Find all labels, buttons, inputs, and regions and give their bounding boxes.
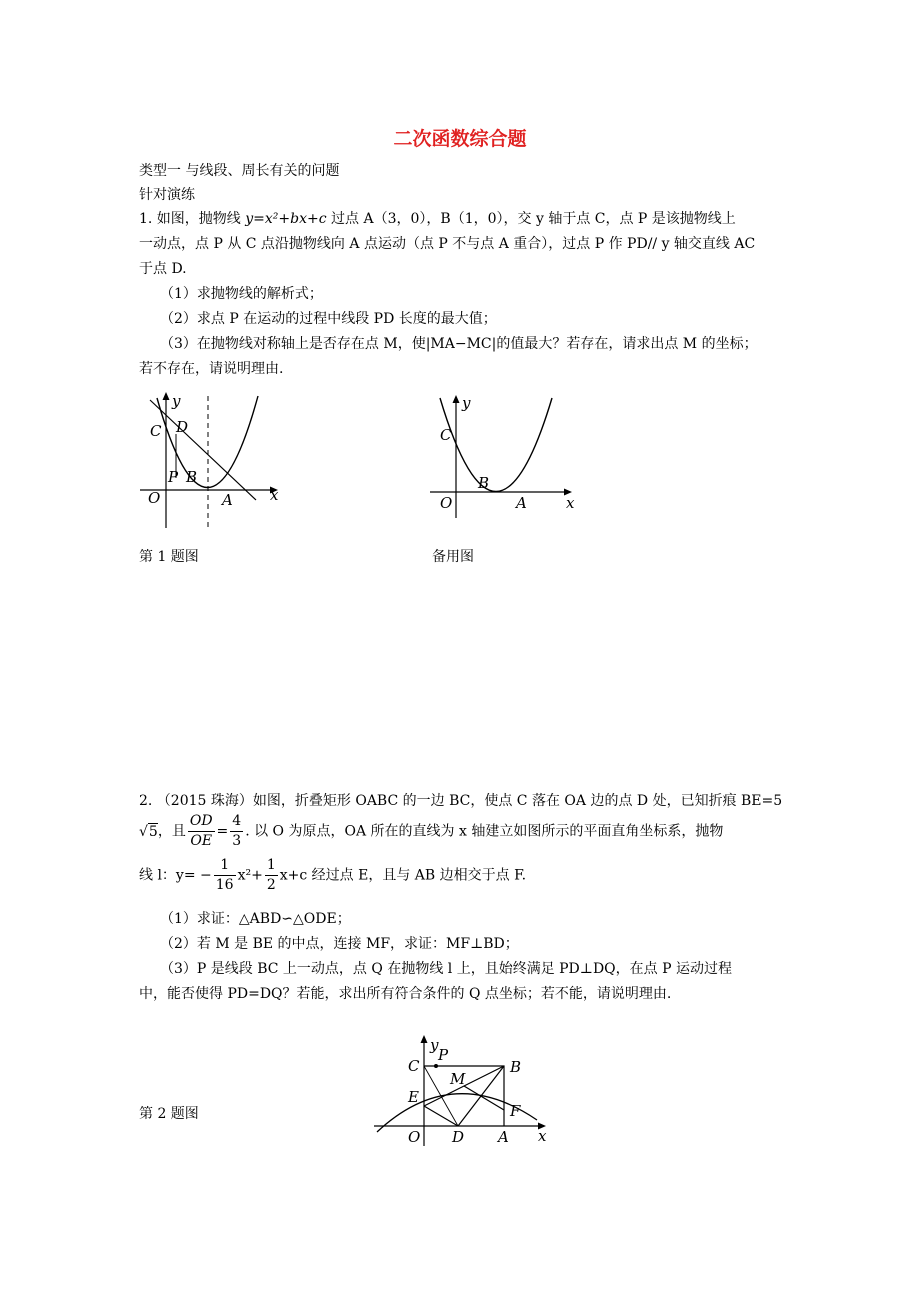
- q2-line3-b: x²+: [237, 867, 263, 884]
- q2-part1: （1）求证：△ABD∽△ODE；: [160, 911, 351, 927]
- q2-fig-label-o: O: [408, 1128, 421, 1146]
- q2-fig-label-m: M: [450, 1070, 466, 1088]
- q1-fig-label-d: D: [176, 418, 189, 436]
- q1-fig-label-b: B: [186, 468, 198, 486]
- q1-figure-caption: 第 1 题图: [139, 549, 199, 565]
- q2-fig-label-d: D: [452, 1128, 465, 1146]
- q1-fig-label-y: y: [172, 392, 181, 410]
- fraction-1-16: $\frac{1}{16}$: [215, 857, 234, 893]
- backup-fig-label-o: O: [440, 494, 453, 512]
- q1-line1: [139, 208, 736, 230]
- backup-fig-label-c: C: [440, 426, 452, 444]
- q2-fig-label-b: B: [510, 1058, 522, 1076]
- q2-line3-a: 线 l：y= −: [139, 867, 212, 884]
- q1-backup-caption: 备用图: [432, 549, 474, 565]
- q2-line1: 2. （2015 珠海）如图，折叠矩形 OABC 的一边 BC，使点 C 落在 OA 边的点 D 处，已知折痕 BE=5: [139, 793, 783, 809]
- page-title: 二次函数综合题: [393, 128, 527, 150]
- fraction-od-oe: $\frac{OD}{OE}$: [189, 813, 213, 849]
- q2-line2-rest: . 以 O 为原点，OA 所在的直线为 x 轴建立如图所示的平面直角坐标系，抛物: [245, 823, 724, 840]
- q1-fig-label-c: C: [150, 422, 162, 440]
- fraction-1-2: $\frac{1}{2}$: [266, 857, 276, 893]
- q2-fig-label-p: P: [438, 1046, 449, 1064]
- q2-line2: [139, 812, 723, 851]
- q1-fig-label-o: O: [148, 489, 161, 507]
- q1-figure: [138, 388, 288, 533]
- q2-line3: [139, 856, 526, 895]
- q1-line1-b: 过点 A（3，0），B（1，0），交 y 轴于点 C，点 P 是该抛物线上: [326, 211, 736, 227]
- sqrt-5: √5: [139, 823, 158, 840]
- q1-part2: （2）求点 P 在运动的过程中线段 PD 长度的最大值；: [160, 311, 497, 327]
- q2-figure-caption: 第 2 题图: [139, 1106, 199, 1122]
- q1-formula: y=x²+bx+c: [245, 211, 327, 227]
- q1-fig-label-p: P: [168, 468, 179, 486]
- backup-fig-label-a: A: [516, 494, 527, 512]
- q2-fig-label-e: E: [408, 1088, 419, 1106]
- q2-figure: [372, 1030, 552, 1148]
- q1-line1-a: 1. 如图，抛物线: [139, 211, 246, 227]
- q1-fig-label-x: x: [270, 486, 279, 504]
- q2-part2: （2）若 M 是 BE 的中点，连接 MF，求证：MF⊥BD；: [160, 936, 519, 952]
- q1-part3-b: 若不存在，请说明理由.: [139, 361, 284, 377]
- backup-fig-label-b: B: [478, 474, 490, 492]
- q1-part3-a: （3）在抛物线对称轴上是否存在点 M，使|MA−MC|的值最大？若存在，请求出点 M 的坐标；: [160, 336, 758, 352]
- q2-fig-label-y: y: [430, 1036, 439, 1054]
- backup-fig-label-x: x: [566, 494, 575, 512]
- q1-line3: 于点 D.: [139, 261, 187, 277]
- q2-fig-label-f: F: [510, 1102, 521, 1120]
- practice-heading: 针对演练: [139, 187, 195, 203]
- q2-fig-label-c: C: [408, 1057, 420, 1075]
- q1-part1: （1）求抛物线的解析式；: [160, 286, 323, 302]
- q2-fig-label-x: x: [538, 1127, 547, 1145]
- q2-line3-c: x+c 经过点 E，且与 AB 边相交于点 F.: [279, 867, 527, 884]
- fraction-4-3: $\frac{4}{3}$: [232, 813, 242, 849]
- q2-part3-b: 中，能否使得 PD=DQ？若能，求出所有符合条件的 Q 点坐标；若不能，请说明理由.: [139, 986, 672, 1002]
- q2-eq: =: [216, 823, 229, 840]
- q1-backup-figure: [428, 390, 578, 520]
- q2-fig-label-a: A: [498, 1128, 509, 1146]
- q1-fig-label-a: A: [222, 491, 233, 509]
- q1-line2: 一动点，点 P 从 C 点沿抛物线向 A 点运动（点 P 不与点 A 重合），过点 P 作 PD// y 轴交直线 AC: [139, 236, 756, 252]
- q2-part3-a: （3）P 是线段 BC 上一动点，点 Q 在抛物线 l 上，且始终满足 PD⊥DQ，在点 P 运动过程: [160, 961, 732, 977]
- q2-mid-text: ，且: [157, 823, 186, 840]
- backup-fig-label-y: y: [462, 394, 471, 412]
- section-heading: 类型一 与线段、周长有关的问题: [139, 163, 340, 179]
